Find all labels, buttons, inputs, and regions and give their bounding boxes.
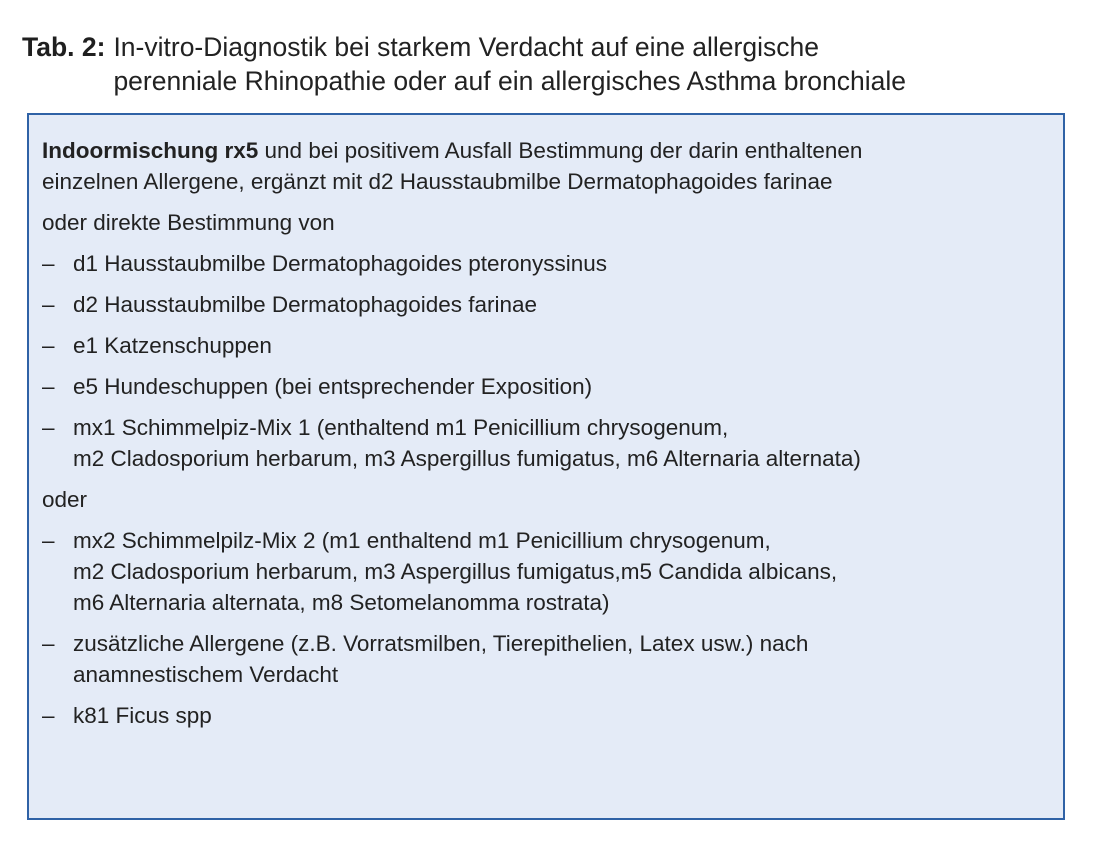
direct-determination-text: oder direkte Bestimmung von bbox=[42, 210, 335, 235]
list-item-line: e1 Katzenschuppen bbox=[73, 333, 272, 358]
intro-line bbox=[42, 135, 1049, 166]
dash-bullet: – bbox=[42, 292, 55, 317]
dash-bullet: – bbox=[42, 703, 55, 728]
list-item-line: m2 Cladosporium herbarum, m3 Aspergillus fumigatus,m5 Candida albicans, bbox=[73, 559, 838, 584]
allergen-list-1 bbox=[42, 248, 1049, 474]
list-item-line: m2 Cladosporium herbarum, m3 Aspergillus fumigatus, m6 Alternaria alternata) bbox=[73, 446, 861, 471]
list-item-line: e5 Hundeschuppen (bei entsprechender Exposition) bbox=[73, 374, 593, 399]
table-caption bbox=[22, 30, 1082, 98]
table-title-line: perenniale Rhinopathie oder auf ein allergisches Asthma bronchiale bbox=[113, 66, 907, 96]
intro-line: einzelnen Allergene, ergänzt mit d2 Hausstaubmilbe Dermatophagoides farinae bbox=[42, 169, 833, 194]
intro-text: und bei positivem Ausfall Bestimmung der darin enthaltenen bbox=[258, 138, 863, 163]
list-item bbox=[42, 525, 1049, 618]
dash-bullet: – bbox=[42, 528, 55, 553]
table-number-label: Tab. 2: bbox=[22, 32, 106, 62]
list-item-line: m6 Alternaria alternata, m8 Setomelanomma rostrata) bbox=[73, 590, 610, 615]
list-item-line: zusätzliche Allergene (z.B. Vorratsmilben, Tierepithelien, Latex usw.) nach bbox=[73, 631, 809, 656]
list-item bbox=[42, 330, 1049, 361]
oder-text: oder bbox=[42, 487, 88, 512]
table-title bbox=[113, 30, 1082, 98]
diagnostics-box bbox=[27, 113, 1065, 820]
list-item-line: mx1 Schimmelpiz-Mix 1 (enthaltend m1 Penicillium chrysogenum, bbox=[73, 415, 729, 440]
list-item-line: d2 Hausstaubmilbe Dermatophagoides farinae bbox=[73, 292, 538, 317]
table-title-line: In-vitro-Diagnostik bei starkem Verdacht auf eine allergische bbox=[113, 32, 819, 62]
dash-bullet: – bbox=[42, 374, 55, 399]
list-item bbox=[42, 289, 1049, 320]
list-item bbox=[42, 628, 1049, 690]
dash-bullet: – bbox=[42, 631, 55, 656]
intro-bold-term: Indoormischung rx5 bbox=[42, 138, 259, 163]
list-item bbox=[42, 248, 1049, 279]
list-item bbox=[42, 371, 1049, 402]
dash-bullet: – bbox=[42, 333, 55, 358]
dash-bullet: – bbox=[42, 415, 55, 440]
allergen-list-2 bbox=[42, 525, 1049, 731]
list-item-line: d1 Hausstaubmilbe Dermatophagoides pteronyssinus bbox=[73, 251, 608, 276]
list-item bbox=[42, 700, 1049, 731]
list-item-line: mx2 Schimmelpilz-Mix 2 (m1 enthaltend m1 Penicillium chrysogenum, bbox=[73, 528, 771, 553]
list-item-line: k81 Ficus spp bbox=[73, 703, 212, 728]
list-item bbox=[42, 412, 1049, 474]
list-item-line: anamnestischem Verdacht bbox=[73, 662, 339, 687]
dash-bullet: – bbox=[42, 251, 55, 276]
intro-paragraph bbox=[42, 135, 1049, 197]
